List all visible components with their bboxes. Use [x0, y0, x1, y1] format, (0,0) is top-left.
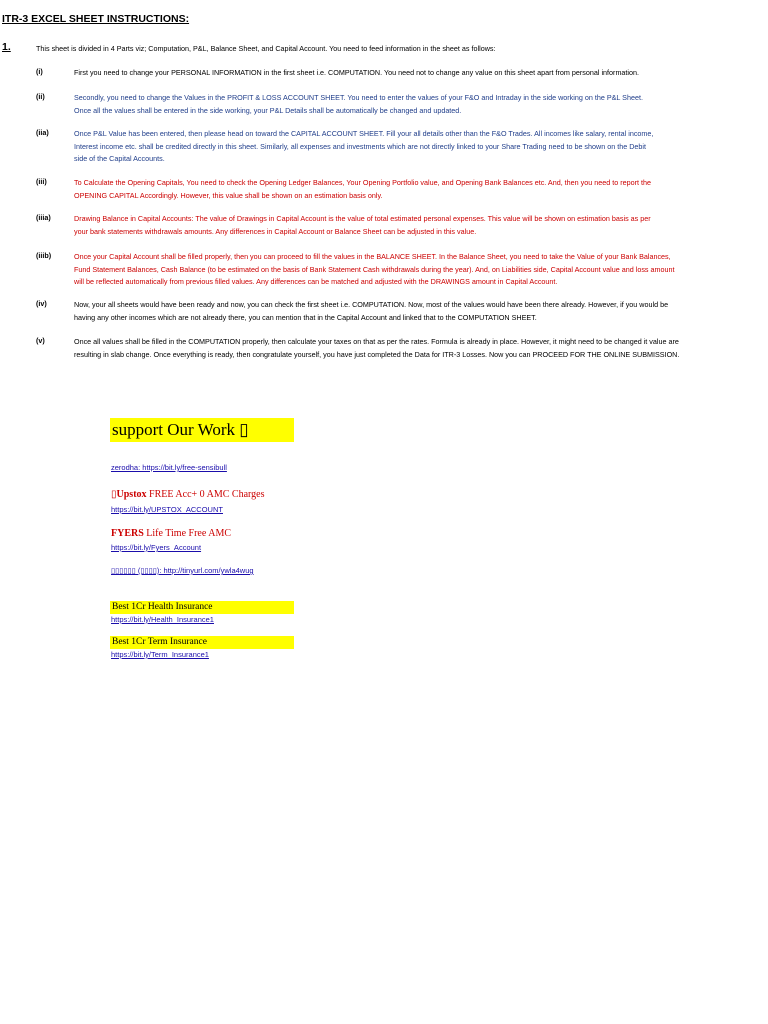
instruction-text: [74, 128, 744, 166]
instruction-text: [74, 213, 744, 238]
zerodha-link[interactable]: zerodha: https://bit.ly/free-sensibull: [111, 463, 227, 472]
fyers-brand: FYERS: [111, 528, 144, 539]
instruction-line: Once all the values shall be entered in the side working, your P&L Details shall be automatically be changed and updated.: [74, 105, 462, 115]
instruction-line: having any other incomes which are not already there, you can mention that in the Capital Account and linked that to the COMPUTATION SHEET.: [74, 312, 537, 322]
instruction-label: (ii): [36, 92, 45, 101]
upstox-promo: [111, 489, 265, 500]
instruction-line: Once your Capital Account shall be filled properly, then you can proceed to fill the values in the BALANCE SHEET. In the Balance Sheet, you need to take the Value of your Bank Balances,: [74, 252, 671, 261]
health-insurance-link[interactable]: https://bit.ly/Health_Insurance1: [111, 615, 214, 624]
support-heading: support Our Work ▯: [110, 418, 294, 442]
instruction-text: [74, 299, 744, 324]
instruction-line: resulting in slab change. Once everything is ready, then congratulate yourself, you have just completed the Data for ITR-3 Losses. Now you can PROCEED FOR THE ONLINE SUBMISSION.: [74, 349, 680, 359]
upstox-brand: Upstox: [116, 489, 147, 500]
term-insurance-link[interactable]: https://bit.ly/Term_Insurance1: [111, 650, 209, 659]
upstox-offer: FREE Acc+ 0 AMC Charges: [146, 489, 265, 500]
instruction-line: First you need to change your PERSONAL INFORMATION in the first sheet i.e. COMPUTATION. You need not to change any value on this sheet apart from personal information.: [74, 68, 640, 77]
term-insurance-label: Best 1Cr Term Insurance: [110, 636, 294, 649]
instruction-line: Fund Statement Balances, Cash Balance (to be estimated on the basis of Bank Statement Cash withdrawals during the year). And, on Liabilities side, Capital Account value and loss amount: [74, 264, 675, 274]
fyers-link[interactable]: https://bit.ly/Fyers_Account: [111, 543, 202, 552]
instruction-label: (iiia): [36, 213, 51, 222]
instruction-line: Once all values shall be filled in the COMPUTATION properly, then calculate your taxes on that as per the rates. Formula is already in place. However, it might need to be changed it value are: [74, 337, 679, 346]
instruction-label: (i): [36, 67, 43, 76]
instruction-label: (iii): [36, 177, 47, 186]
health-insurance-label: Best 1Cr Health Insurance: [110, 601, 294, 614]
instruction-line: OPENING CAPITAL Accordingly. However, this value shall be shown on an estimation basis only.: [74, 190, 383, 200]
instruction-label: (iia): [36, 128, 49, 137]
fyers-offer: Life Time Free AMC: [143, 528, 232, 539]
instruction-line: Secondly, you need to change the Values in the PROFIT & LOSS ACCOUNT SHEET. You need to enter the values of your F&O and Intraday in the side working on the P&L Sheet.: [74, 93, 643, 102]
instruction-line: Interest income etc. shall be credited directly in this sheet. Similarly, all expenses and investments which are not directly linked to your Share Trading need to be shown on the Debit: [74, 141, 646, 151]
instruction-line: Once P&L Value has been entered, then please head on toward the CAPITAL ACCOUNT SHEET. Fill your all details other than the F&O Trades. All incomes like salary, rental income,: [74, 129, 654, 138]
instruction-label: (v): [36, 336, 45, 345]
instruction-line: Now, your all sheets would have been ready and now, you can check the first sheet i.e. COMPUTATION. Now, most of the values would have been there already. However, if you would be: [74, 300, 669, 309]
other-link[interactable]: ▯▯▯▯▯▯ (▯▯▯▯): http://tinyurl.com/ywla4wug: [111, 566, 254, 575]
document-title: ITR-3 EXCEL SHEET INSTRUCTIONS:: [2, 13, 190, 25]
instruction-line: will be reflected automatically from previous filled values. Any differences can be matched and adjusted with the DRAWINGS amount in Capital Account.: [74, 277, 558, 286]
upstox-link[interactable]: https://bit.ly/UPSTOX_ACCOUNT: [111, 505, 223, 514]
instruction-text: [74, 251, 744, 289]
instruction-label: (iiib): [36, 251, 52, 260]
fyers-promo: [111, 528, 231, 539]
instruction-line: Drawing Balance in Capital Accounts: The value of Drawings in Capital Account is the value of total estimated personal expenses. This value will be shown on estimation basis as per: [74, 214, 651, 223]
instruction-text: [74, 336, 744, 361]
missing-glyph-icon: ▯: [111, 489, 117, 500]
instruction-line: side of the Capital Accounts.: [74, 154, 165, 163]
intro-text: This sheet is divided in 4 Parts viz; Computation, P&L, Balance Sheet, and Capital Account. You need to feed information in the sheet as follows:: [36, 44, 496, 53]
instruction-line: To Calculate the Opening Capitals, You need to check the Opening Ledger Balances, Your Opening Portfolio value, and Opening Bank Balances etc. And, then you need to report the: [74, 178, 651, 187]
instruction-text: [74, 92, 744, 117]
instruction-line: your bank statements withdrawals amounts. Any differences in Capital Account or Balance Sheet can be adjusted in this value.: [74, 226, 477, 236]
instruction-text: [74, 67, 744, 80]
instruction-text: [74, 177, 744, 202]
section-number: 1.: [2, 41, 11, 53]
instruction-label: (iv): [36, 299, 47, 308]
